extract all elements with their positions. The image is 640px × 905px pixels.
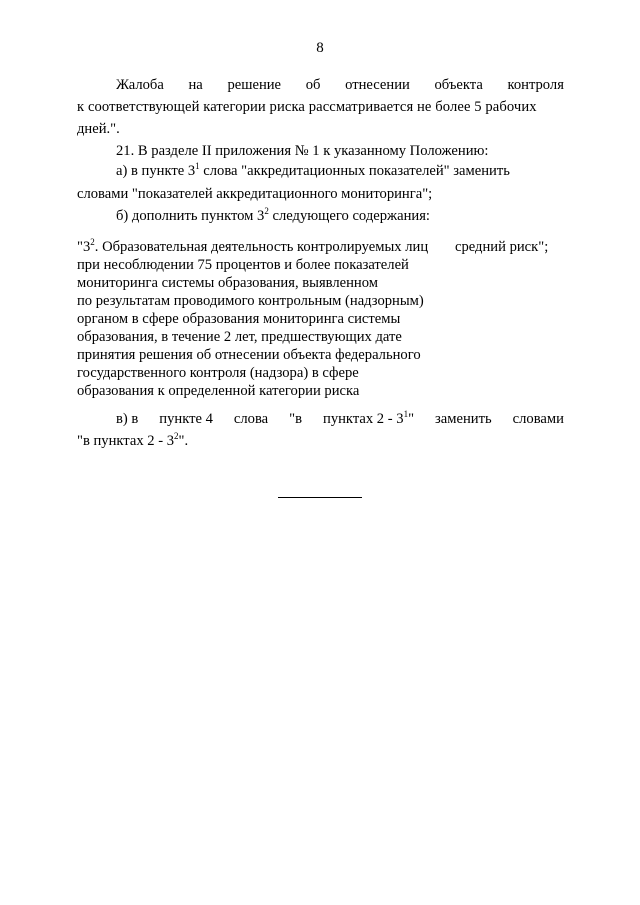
quote-line: принятия решения об отнесении объекта федерального	[77, 347, 421, 363]
item-21-heading: 21. В разделе II приложения № 1 к указанному Положению:	[116, 143, 489, 159]
quote-line: государственного контроля (надзора) в сфере	[77, 365, 359, 381]
word: контроля	[507, 77, 564, 93]
item-v-line-2-rest: ".	[178, 433, 189, 449]
word: в) в	[116, 411, 139, 427]
quote-line: при несоблюдении 75 процентов и более показателей	[77, 257, 409, 273]
quote-line: образования к определенной категории риска	[77, 383, 360, 399]
word: Жалоба	[116, 77, 164, 93]
item-21-a-rest: слова "аккредитационных показателей" заменить	[199, 163, 510, 179]
item-21-a-start	[116, 161, 510, 179]
quote-line-1	[77, 237, 429, 255]
word: слова	[233, 411, 269, 427]
complaint-paragraph-line-3: дней.".	[77, 121, 120, 137]
word: об	[305, 77, 321, 93]
word: словами	[512, 411, 564, 427]
item-v-line-1	[116, 409, 564, 427]
item-21-a-line-1	[116, 160, 564, 179]
quote-line: по результатам проводимого контрольным (надзорным)	[77, 293, 424, 309]
complaint-paragraph-line-2: к соответствующей категории риска рассматривается не более 5 рабочих	[77, 99, 537, 115]
item-21-a-line-2: словами "показателей аккредитационного мониторинга";	[77, 186, 433, 202]
quote-rest: . Образовательная деятельность контролируемых лиц	[94, 239, 429, 255]
item-v-line-2	[77, 431, 189, 449]
item-21-b-rest: следующего содержания:	[268, 208, 430, 224]
complaint-paragraph-line-1	[116, 78, 564, 93]
closing-rule	[278, 497, 362, 498]
quote-line: образования, в течение 2 лет, предшествующих дате	[77, 329, 402, 345]
superscript: 1	[195, 161, 200, 171]
word: заменить	[435, 411, 492, 427]
superscript: 1	[403, 409, 409, 419]
word: решение	[227, 77, 282, 93]
quote-line: мониторинга системы образования, выявленном	[77, 275, 378, 291]
item-21-b-prefix: б) дополнить пунктом 3	[116, 208, 265, 224]
word: "в	[289, 411, 303, 427]
closing-quote: "	[408, 411, 415, 427]
superscript: 2	[174, 431, 179, 441]
page-number: 8	[316, 40, 324, 56]
risk-label: средний риск";	[455, 239, 549, 255]
word: на	[188, 77, 203, 93]
quote-prefix: "3	[77, 239, 91, 255]
item-21-a-prefix: а) в пункте 3	[116, 163, 196, 179]
word: отнесении	[345, 77, 410, 93]
superscript: 2	[264, 206, 269, 216]
word: пунктах 2 - 3	[323, 411, 404, 427]
superscript: 2	[90, 237, 95, 247]
word: объекта	[434, 77, 483, 93]
item-21-b-line	[116, 206, 430, 224]
word: пункте 4	[159, 411, 213, 427]
word-with-superscript	[323, 409, 415, 427]
item-v-line-2-prefix: "в пунктах 2 - 3	[77, 433, 175, 449]
quote-line: органом в сфере образования мониторинга системы	[77, 311, 401, 327]
